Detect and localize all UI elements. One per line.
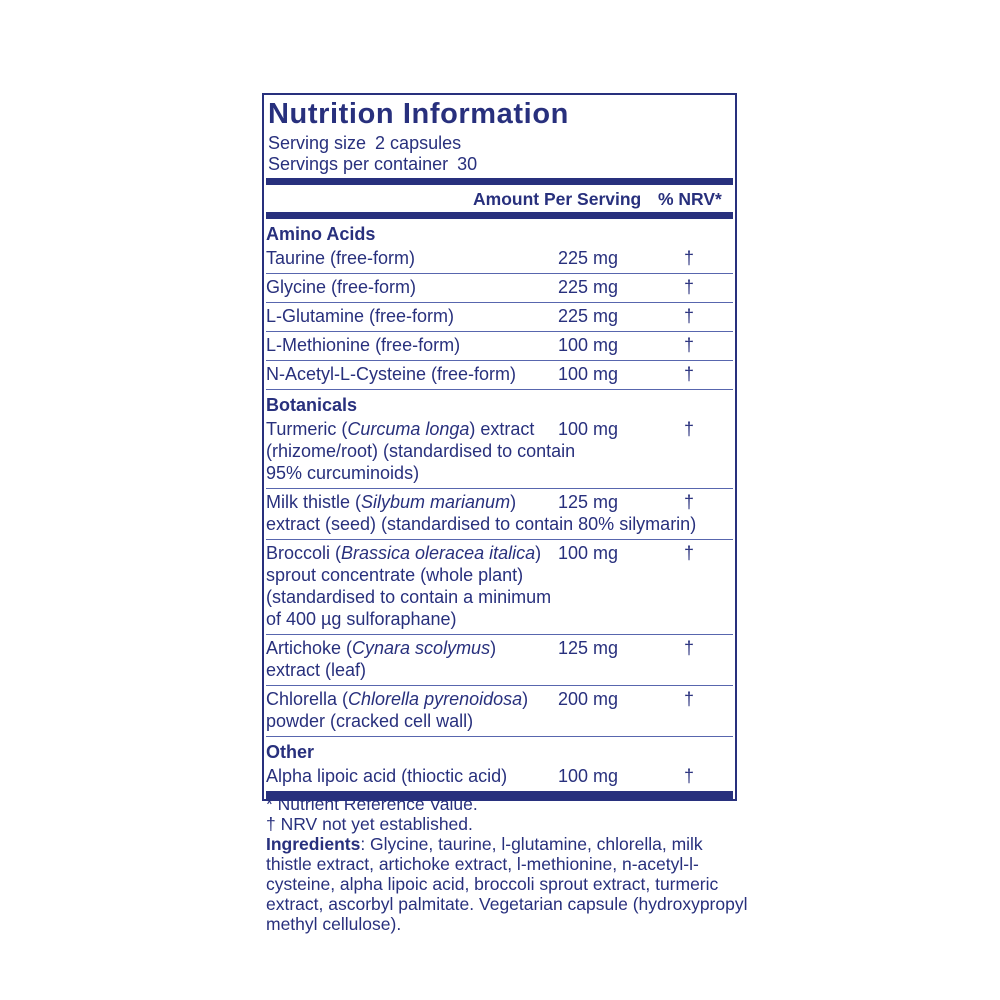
column-header-row — [266, 185, 733, 212]
ingredients-text: : Glycine, taurine, l-glutamine, chlorella, milk thistle extract, artichoke extract, l-methionine, n-acetyl-l-cysteine, alpha lipoic acid, broccoli sprout extract, turmeric extract, ascorbyl palmitate. Vegetarian capsule (hydroxypropyl methyl cellulose). — [266, 834, 748, 934]
nutrient-name: Turmeric (Curcuma longa) extract (rhizome/root) (standardised to contain 95% curcuminoids) — [266, 419, 576, 483]
nutrient-row — [266, 416, 733, 489]
nutrient-amount: 225 mg — [558, 248, 619, 268]
nutrient-row — [266, 274, 733, 303]
nutrient-nrv: † — [683, 638, 694, 658]
nutrient-sections — [266, 219, 733, 791]
nutrient-nrv: † — [683, 364, 694, 384]
nutrient-amount: 200 mg — [558, 689, 619, 709]
nutrient-name: Artichoke (Cynara scolymus) extract (leaf) — [266, 638, 497, 680]
nutrient-name: Alpha lipoic acid (thioctic acid) — [266, 766, 508, 786]
nrv-footnote: * Nutrient Reference Value. — [266, 794, 478, 814]
nutrient-nrv: † — [683, 766, 694, 786]
nutrient-amount: 100 mg — [558, 364, 619, 384]
nutrient-amount: 125 mg — [558, 492, 619, 512]
nutrient-row — [266, 489, 733, 540]
section-heading: Botanicals — [266, 395, 358, 415]
nutrient-nrv: † — [683, 335, 694, 355]
nutrient-name: N-Acetyl-L-Cysteine (free-form) — [266, 364, 517, 384]
panel-title: Nutrition Information — [268, 98, 569, 130]
nutrient-nrv: † — [683, 419, 694, 439]
nutrient-nrv: † — [683, 248, 694, 268]
nutrient-amount: 225 mg — [558, 306, 619, 326]
nutrient-name: L-Glutamine (free-form) — [266, 306, 455, 326]
nutrient-name: Taurine (free-form) — [266, 248, 416, 268]
nutrient-nrv: † — [683, 277, 694, 297]
nrv-header: % NRV* — [658, 189, 722, 209]
nutrient-row — [266, 686, 733, 737]
dagger-footnote: † NRV not yet established. — [266, 814, 473, 834]
nutrient-row — [266, 763, 733, 791]
nutrient-amount: 100 mg — [558, 766, 619, 786]
servings-per-container-label: Servings per container — [268, 153, 449, 174]
serving-size-label: Serving size — [268, 133, 367, 153]
nutrient-amount: 125 mg — [558, 638, 619, 658]
nutrient-name: Chlorella (Chlorella pyrenoidosa) powder (cracked cell wall) — [266, 689, 529, 731]
nutrient-row — [266, 540, 733, 635]
nutrient-row — [266, 635, 733, 686]
nutrient-row — [266, 332, 733, 361]
ingredients-label: Ingredients — [266, 834, 361, 854]
divider-thick-middle — [266, 212, 733, 219]
nutrient-amount: 100 mg — [558, 335, 619, 355]
nutrition-facts-panel — [262, 93, 737, 801]
footnotes — [266, 794, 752, 934]
section-heading: Amino Acids — [266, 224, 376, 244]
ingredients-paragraph — [266, 834, 752, 934]
amount-per-serving-header: Amount Per Serving — [473, 189, 642, 209]
nutrient-amount: 100 mg — [558, 543, 619, 563]
nutrient-amount: 100 mg — [558, 419, 619, 439]
nutrient-nrv: † — [683, 543, 694, 563]
nutrient-row — [266, 303, 733, 332]
nutrient-nrv: † — [683, 689, 694, 709]
serving-size-line — [268, 133, 733, 154]
nutrient-name: Broccoli (Brassica oleracea italica) sprout concentrate (whole plant) (standardised to contain a minimum of 400 µg sulforaphane) — [266, 543, 552, 629]
section-heading: Other — [266, 742, 315, 762]
nutrient-name: L-Methionine (free-form) — [266, 335, 461, 355]
nutrient-name: Milk thistle (Silybum marianum) extract (seed) (standardised to contain 80% silymarin) — [266, 492, 697, 534]
nutrient-nrv: † — [683, 492, 694, 512]
divider-thick-top — [266, 178, 733, 185]
servings-per-container-value: 30 — [457, 153, 478, 174]
nutrient-nrv: † — [683, 306, 694, 326]
nutrient-amount: 225 mg — [558, 277, 619, 297]
nutrient-row — [266, 245, 733, 274]
serving-size-value: 2 capsules — [375, 133, 462, 153]
nutrient-row — [266, 361, 733, 390]
servings-per-container-line — [268, 154, 733, 175]
nutrient-name: Glycine (free-form) — [266, 277, 417, 297]
